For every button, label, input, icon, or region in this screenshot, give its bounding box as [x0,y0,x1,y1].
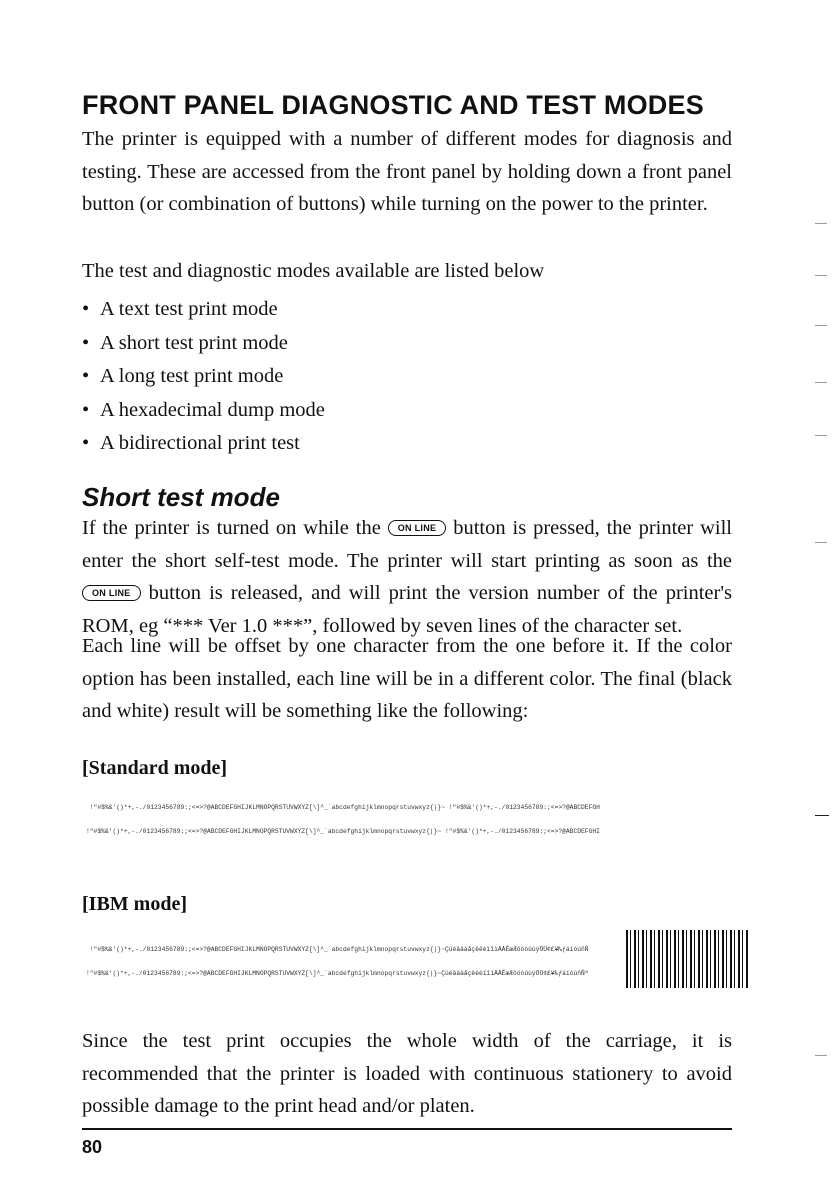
list-item-text: A short test print mode [100,331,288,354]
margin-mark [815,223,827,224]
offset-paragraph: Each line will be offset by one character from the one before it. If the color option has been installed, each line will be in a different color. The final (black and white) result will be something like the following: [82,635,732,722]
ibm-mode-label: [IBM mode] [82,893,187,915]
footer-rule [82,1128,732,1130]
list-item [82,427,325,461]
paragraph-text: button is released, and will print the version number of the printer's ROM, eg “*** Ver 1.0 ***”, followed by seven lines of the character set. [82,582,733,637]
closing-paragraph: Since the test print occupies the whole width of the carriage, it is recommended that the printer is loaded with continuous stationery to avoid possible damage to the print head and/or platen. [82,1030,732,1117]
bullet-icon: • [82,398,90,421]
page-title: FRONT PANEL DIAGNOSTIC AND TEST MODES [82,90,704,120]
list-intro: The test and diagnostic modes available are listed below [82,260,545,282]
short-test-paragraph [82,512,732,642]
online-button-icon: ON LINE [82,585,141,601]
ibm-mode-sample [86,929,626,989]
list-item [82,293,325,327]
bullet-icon: • [82,331,90,354]
list-item [82,327,325,361]
margin-mark [815,1055,827,1056]
margin-mark [815,815,829,816]
standard-mode-label: [Standard mode] [82,757,228,779]
list-item-text: A hexadecimal dump mode [100,398,325,421]
section-title: Short test mode [82,482,280,512]
list-item-text: A long test print mode [100,365,284,387]
sample-line: !"#$%&'()*+,-./0123456789:;<=>?@ABCDEFGHIJKLMNOPQRSTUVWXYZ[\]^_`abcdefghijklmnopqrstuvwxyz{|}~ !"#$%&'()*+,-./0123456789:;<=>?@ABCDEFGHI [86,828,600,836]
margin-mark [815,382,827,383]
list-item [82,394,325,428]
margin-mark [815,325,827,326]
list-item-text: A bidirectional print test [100,432,300,454]
standard-mode-sample [86,787,750,847]
box-drawing-graphics [626,930,750,988]
paragraph-text: If the printer is turned on while the [82,517,381,539]
page-number: 80 [82,1137,103,1157]
modes-list [82,293,325,461]
paragraph-text: button is pressed, the printer will enter the short self-test mode. The printer will start printing as soon as the [82,517,733,572]
margin-mark [815,275,827,276]
bullet-icon: • [82,432,90,454]
margin-mark [815,435,827,436]
sample-line: !"#$%&'()*+,-./0123456789:;<=>?@ABCDEFGHIJKLMNOPQRSTUVWXYZ[\]^_`abcdefghijklmnopqrstuvwxyz{|}~ !"#$%&'()*+,-./0123456789:;<=>?@ABCDEFGH [86,803,600,811]
list-item [82,360,325,394]
bullet-icon: • [82,365,90,387]
sample-line: !"#$%&'()*+,-./0123456789:;<=>?@ABCDEFGHIJKLMNOPQRSTUVWXYZ[\]^_`abcdefghijklmnopqrstuvwxyz{|}~ÇüéâäàåçêëèïîìÄÅÉæÆôöòûùÿÖÜ¢£¥₧ƒáíóúñÑ [86,945,589,953]
margin-mark [815,542,827,543]
intro-paragraph: The printer is equipped with a number of different modes for diagnosis and testing. These are accessed from the front panel by holding down a front panel button (or combination of buttons) while turning on the power to the printer. [82,128,732,215]
bullet-icon: • [82,298,90,320]
online-button-icon: ON LINE [388,520,447,536]
list-item-text: A text test print mode [100,298,278,320]
sample-line: !"#$%&'()*+,-./0123456789:;<=>?@ABCDEFGHIJKLMNOPQRSTUVWXYZ[\]^_`abcdefghijklmnopqrstuvwxyz{|}~ÇüéâäàåçêëèïîìÄÅÉæÆôöòûùÿÖÜ¢£¥₧ƒáíóúñÑª [86,970,589,978]
